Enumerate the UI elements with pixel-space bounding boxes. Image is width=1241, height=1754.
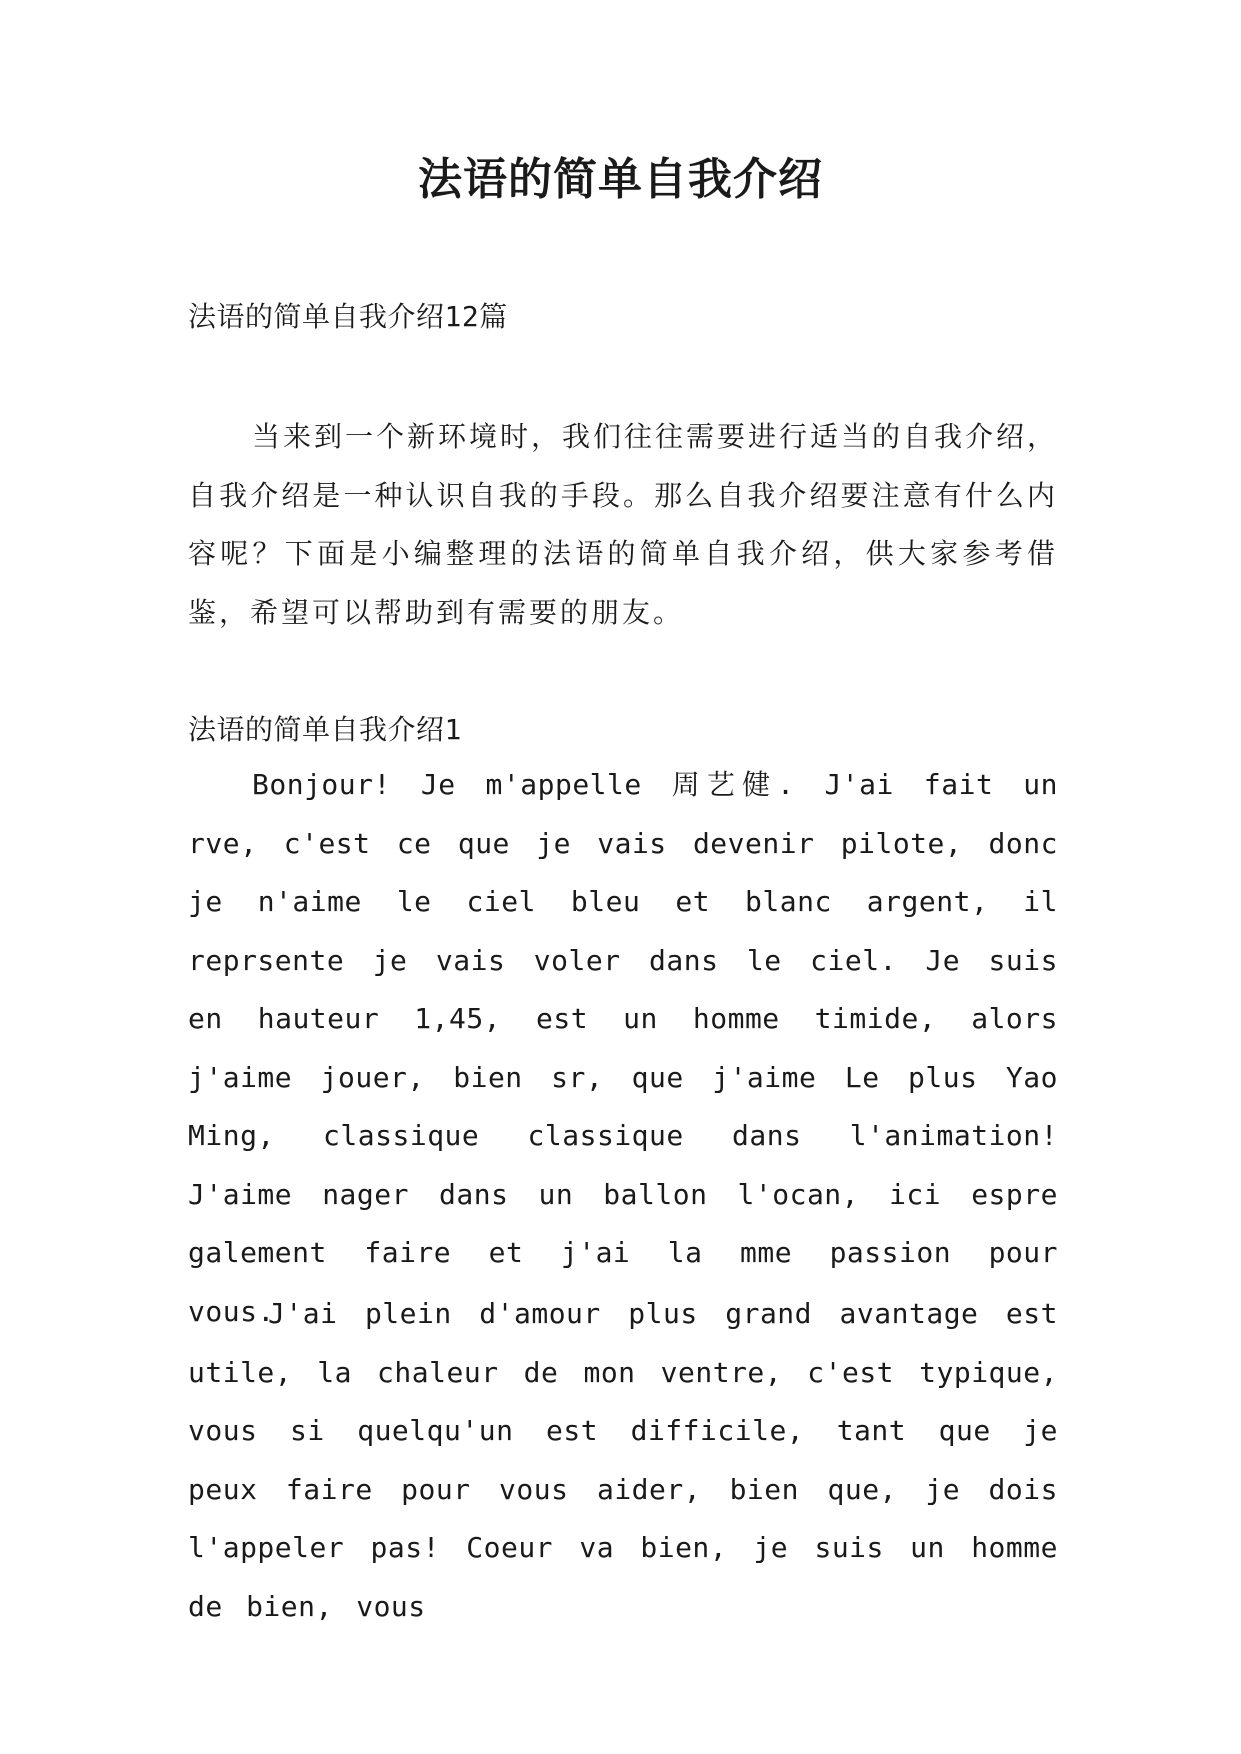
document-subtitle: 法语的简单自我介绍12篇 xyxy=(188,300,508,333)
section-heading: 法语的简单自我介绍1 xyxy=(188,713,462,746)
body-paragraph: J'ai plein d'amour plus grand avantage est utile, la chaleur de mon ventre, c'est typique, vous si quelqu'un est difficile, tant que je peux faire pour vous aider, bien que, je dois l'appeler pas! Coeur va bien, je suis un homme de bien, vous xyxy=(188,1297,1058,1623)
body-paragraph: Bonjour! Je m'appelle 周艺健. J'ai fait un rve, c'est ce que je vais devenir pilote, donc je n'aime le ciel bleu et blanc argent, il reprsente je vais voler dans le ciel. Je suis en hauteur 1,45, est un homme timide, alors j'aime jouer, bien sr, que j'aime Le plus Yao Ming, classique classique dans l'animation! J'aime nager dans un ballon l'ocan, ici espre galement faire et j'ai la mme passion pour vous. xyxy=(188,768,1058,1328)
intro-paragraph: 当来到一个新环境时，我们往往需要进行适当的自我介绍，自我介绍是一种认识自我的手段。那么自我介绍要注意有什么内容呢？下面是小编整理的法语的简单自我介绍，供大家参考借鉴，希望可以帮助到有需要的朋友。 xyxy=(188,420,1059,629)
document-title: 法语的简单自我介绍 xyxy=(418,154,823,205)
